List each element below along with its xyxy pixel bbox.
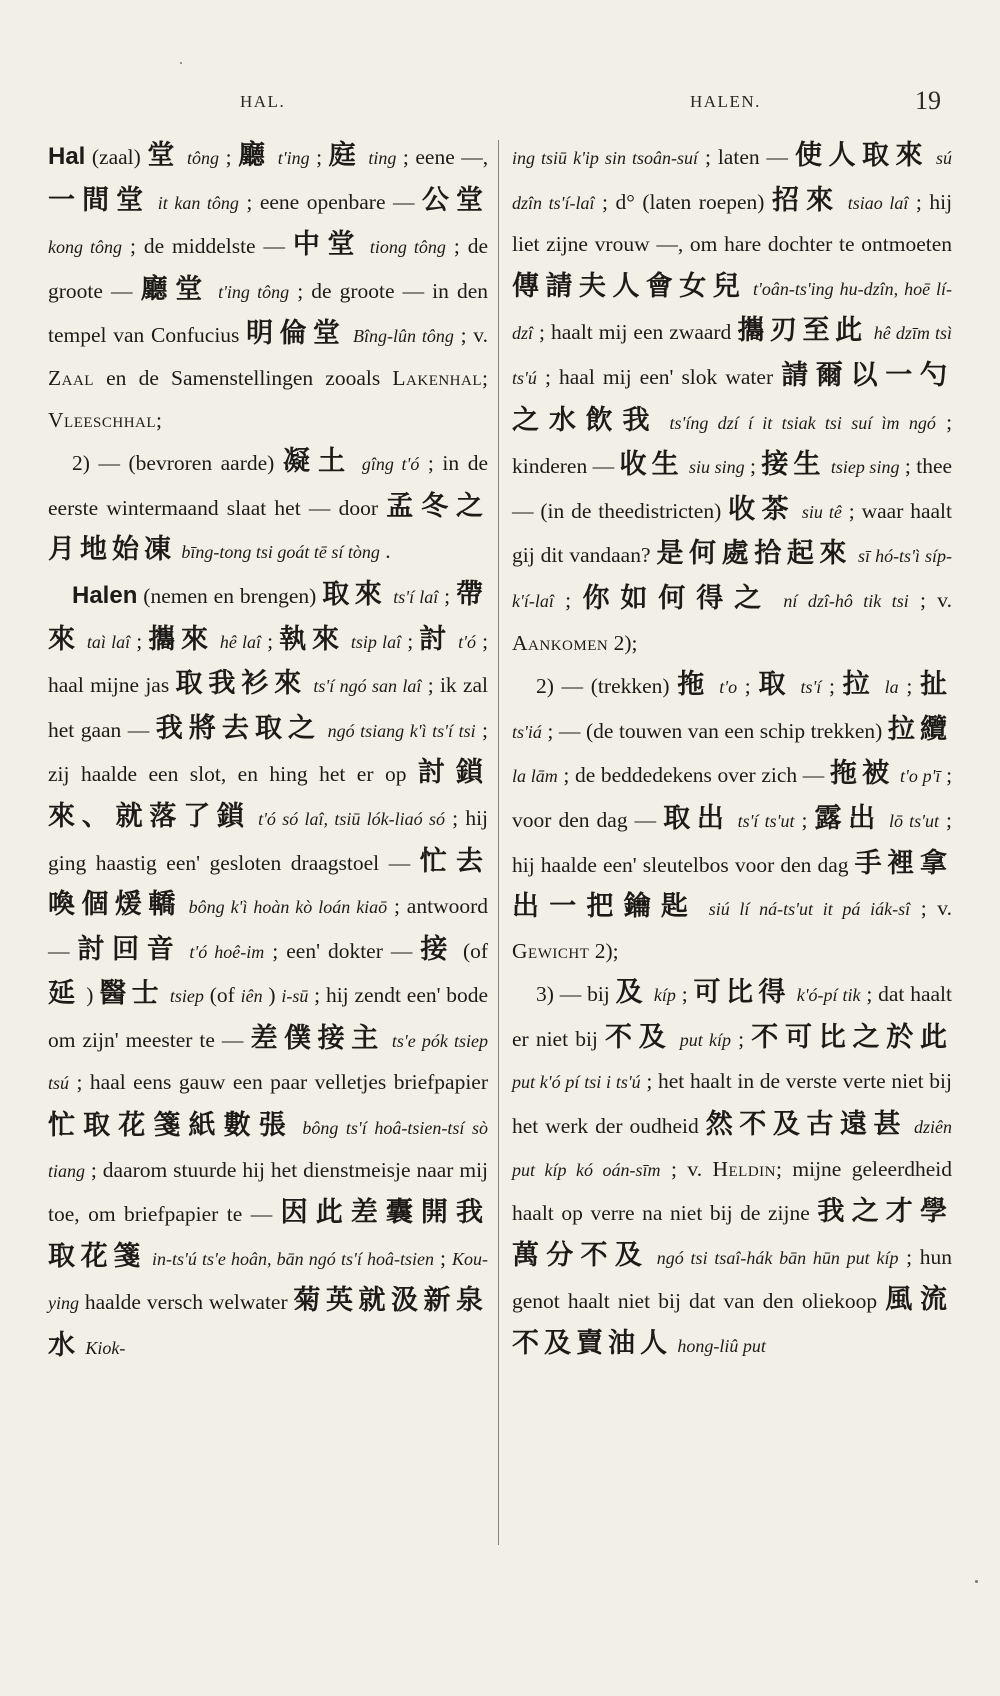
- chinese-text: 我將去取之: [155, 712, 322, 744]
- dutch-text: ;: [407, 628, 420, 653]
- chinese-text: 是何處拾起來: [656, 538, 852, 570]
- chinese-text: 差僕接主: [250, 1022, 385, 1054]
- dutch-text: ;: [156, 407, 163, 432]
- chinese-text: 不可比之於此: [751, 1021, 953, 1053]
- chinese-text: 庭: [328, 140, 362, 171]
- chinese-text: 公堂: [421, 184, 489, 216]
- dutch-text: ; antwoord —: [48, 894, 489, 963]
- chinese-text: 可比得: [693, 977, 791, 1009]
- romanization: siu sing: [689, 457, 745, 478]
- chinese-text: 接: [420, 933, 455, 965]
- romanization: bông ts'í hoâ-tsien-tsí sò tiang: [48, 1118, 489, 1181]
- dutch-text: ; de groote —: [48, 234, 488, 303]
- romanization: taì laî: [86, 631, 131, 652]
- right-paragraph: [512, 135, 952, 664]
- romanization: ts'í ngó san laî: [313, 676, 422, 697]
- chinese-text: 菊英就汲新泉水: [48, 1285, 488, 1362]
- romanization: bông k'ì hoàn kò loán kiaō: [188, 897, 388, 918]
- dutch-text: ;: [225, 145, 239, 169]
- dutch-text: ; in de eerste wintermaand slaat het — door: [48, 451, 489, 520]
- chinese-text: 你如何得之: [582, 582, 773, 614]
- dutch-text: 3) — bij: [536, 982, 616, 1007]
- left-paragraph: [48, 441, 488, 574]
- dutch-text: ; voor den dag —: [512, 763, 953, 832]
- chinese-text: 攜刃至此: [737, 315, 868, 347]
- romanization: put kíp: [679, 1029, 731, 1050]
- romanization: it kan tông: [157, 192, 239, 213]
- cross-reference: Vleeschhal: [48, 407, 157, 432]
- left-paragraph: [48, 135, 488, 441]
- romanization: ngó tsiang k'ì ts'í tsi: [327, 720, 476, 741]
- romanization: in-ts'ú ts'e hoân, bān ngó ts'í hoâ-tsien: [152, 1248, 434, 1269]
- chinese-text: 扯: [920, 669, 953, 701]
- romanization: tsip laî: [350, 631, 402, 652]
- dutch-text: (zaal): [85, 145, 148, 169]
- chinese-text: 廳: [238, 140, 272, 171]
- romanization: k'ó-pí tik: [796, 985, 861, 1006]
- dutch-text: ; haal mij een' slok water: [544, 364, 782, 389]
- dutch-text: ;: [801, 807, 815, 832]
- dutch-text: ; kinderen —: [512, 409, 953, 479]
- dutch-text: ; v.: [920, 587, 953, 612]
- page-number: 19: [915, 86, 941, 115]
- chinese-text: 堂: [147, 140, 181, 171]
- romanization: ts'iá: [512, 721, 542, 742]
- chinese-text: 風流不及賣油人: [512, 1284, 953, 1360]
- romanization: la: [884, 677, 899, 698]
- romanization: t'o: [719, 677, 738, 698]
- chinese-text: 拉纜: [887, 713, 953, 745]
- romanization: tiong tông: [369, 237, 446, 258]
- paper-speck: [975, 1580, 978, 1583]
- dutch-text: ; hij haalde een' sleutelbos voor den dag: [512, 807, 952, 877]
- chinese-text: 執來: [279, 623, 345, 655]
- romanization: hong-liû put: [677, 1336, 766, 1357]
- dutch-text: ; hij zendt een' bode om zijn' meester te —: [48, 983, 489, 1052]
- romanization: ts'e pók tsiep tsú: [48, 1030, 488, 1094]
- dutch-text: ; haal eens gauw een paar velletjes briefpapier: [76, 1070, 489, 1095]
- dutch-text: ;: [829, 674, 843, 699]
- cross-reference: Zaal: [48, 365, 94, 390]
- chinese-text: 然不及古遠甚: [705, 1109, 908, 1141]
- dutch-text: ; thee — (in de theedistricten): [512, 454, 953, 523]
- chinese-text: 一間堂: [48, 184, 151, 216]
- dutch-text: ;: [482, 365, 488, 390]
- chinese-text: 討: [419, 623, 452, 655]
- running-head-right: HALEN.: [690, 92, 761, 111]
- chinese-text: 招來: [771, 184, 841, 216]
- cross-reference: Lakenhal: [392, 365, 483, 390]
- romanization: Kou-ying: [48, 1248, 489, 1314]
- romanization: Kiok-: [85, 1338, 126, 1359]
- chinese-text: 使人取來: [794, 140, 930, 171]
- chinese-text: 醫士: [99, 978, 165, 1010]
- romanization: put k'ó pí tsi i ts'ú: [512, 1072, 641, 1093]
- chinese-text: 因此差囊開我取花箋: [48, 1197, 488, 1272]
- romanization: tsiep sing: [830, 457, 900, 478]
- dutch-text: ;: [565, 587, 583, 612]
- chinese-text: 討回音: [77, 933, 182, 965]
- chinese-text: 接生: [761, 449, 826, 481]
- romanization: gîng t'ó: [361, 454, 420, 475]
- dutch-text: ; waar haalt gij dit vandaan?: [512, 498, 953, 568]
- column-divider: [498, 140, 499, 1545]
- dutch-text: ; daarom stuurde hij het dienstmeisje naar mij toe, om briefpapier te —: [48, 1157, 489, 1227]
- dutch-text: ;: [444, 583, 457, 608]
- dutch-text: ; de groote — in den tempel van Confucius: [48, 278, 489, 348]
- dutch-text: (of: [209, 983, 241, 1008]
- romanization: t'ing tông: [218, 281, 290, 302]
- romanization: t'o p'ī: [899, 766, 941, 787]
- chinese-text: 收生: [619, 449, 684, 481]
- romanization: t'ó só laî, tsiū lók-liaó só: [258, 808, 445, 829]
- chinese-text: 中堂: [292, 229, 362, 261]
- romanization: ting: [368, 148, 397, 168]
- chinese-text: 收茶: [728, 493, 796, 525]
- romanization: sī hó-ts'ì síp-k'í-laî: [512, 546, 953, 611]
- dutch-text: ;: [267, 628, 280, 653]
- dutch-text: ; haalt mij een zwaard: [539, 320, 738, 345]
- romanization: sú dzîn ts'í-laî: [512, 148, 953, 213]
- romanization: kong tông: [48, 237, 123, 258]
- chinese-text: 取: [758, 669, 793, 701]
- dutch-text: ; dat haalt er niet bij: [512, 982, 952, 1051]
- left-column: [48, 135, 488, 1370]
- dutch-text: ; eene openbare —: [246, 189, 422, 214]
- romanization: kíp: [653, 985, 676, 1006]
- dutch-text: ; mijne geleerdheid haalt op verre na niet bij de zijne: [512, 1156, 953, 1226]
- cross-reference: Heldin: [712, 1156, 776, 1181]
- left-paragraph: [48, 574, 488, 1370]
- dutch-text: ; zij haalde een slot, en hing het er op: [48, 717, 489, 787]
- romanization: hê laî: [219, 631, 262, 652]
- headword: Halen: [72, 581, 138, 609]
- dutch-text: ;: [681, 982, 694, 1007]
- chinese-text: 傳請夫人會女兒: [512, 270, 747, 302]
- chinese-text: 拉: [842, 669, 877, 701]
- romanization: siú lí ná-ts'ut it pá iák-sî: [708, 899, 911, 920]
- right-column: [512, 135, 952, 1368]
- romanization: hê dzīm tsì ts'ú: [512, 323, 953, 388]
- chinese-text: 明倫堂: [246, 318, 347, 350]
- cross-reference: Aankomen: [512, 630, 609, 655]
- dutch-text: .: [385, 539, 391, 564]
- cross-reference: Gewicht: [512, 938, 590, 963]
- chinese-text: 討鎖來、就落了鎖: [48, 757, 488, 832]
- chinese-text: 忙去喚個煖轎: [48, 845, 488, 921]
- romanization: Bîng-lûn tông: [352, 326, 454, 347]
- dutch-text: (of: [462, 938, 489, 963]
- dutch-text: 2);: [608, 630, 638, 655]
- dutch-text: ;: [440, 1245, 453, 1270]
- chinese-text: 帶來: [48, 578, 489, 655]
- romanization: t'oân-ts'ing hu-dzîn, hoē lí-dzî: [512, 278, 953, 344]
- dutch-text: ; de beddedekens over zich —: [563, 763, 830, 788]
- romanization: ts'í: [800, 677, 822, 698]
- paper-speck: [180, 62, 182, 64]
- romanization: t'ing: [277, 148, 310, 168]
- romanization: t'ó: [458, 631, 476, 652]
- dutch-text: ;: [744, 674, 759, 699]
- romanization: ts'í laî: [393, 586, 439, 607]
- headword: Hal: [48, 143, 86, 170]
- romanization: ngó tsi tsaî-hák bān hūn put kíp: [656, 1247, 899, 1268]
- romanization: tsiep: [169, 986, 204, 1007]
- romanization: siu tê: [801, 501, 842, 522]
- dutch-text: ; eene —,: [402, 145, 489, 169]
- dutch-text: ; de middelste —: [129, 234, 293, 259]
- running-head-left: HAL.: [240, 92, 286, 111]
- chinese-text: 及: [615, 977, 649, 1009]
- chinese-text: 取來: [322, 578, 388, 610]
- chinese-text: 孟冬之月地始凍: [48, 490, 488, 566]
- right-paragraph: [512, 972, 952, 1367]
- chinese-text: 拖: [677, 669, 712, 701]
- dutch-text: ): [268, 983, 282, 1008]
- dutch-text: ; hij ging haastig een' gesloten draagstoel —: [48, 805, 489, 875]
- dutch-text: ; het haalt in de verste verte niet bij het werk der oudheid: [512, 1069, 952, 1139]
- chinese-text: 我之才學萬分不及: [512, 1196, 953, 1271]
- chinese-text: 不及: [605, 1021, 673, 1053]
- romanization: dziên put kíp kó oán-sīm: [512, 1117, 952, 1180]
- dutch-text: ;: [750, 454, 762, 479]
- romanization: ing tsiū k'ip sin tsoân-suí: [512, 148, 699, 168]
- dutch-text: ; hun genot haalt niet bij dat van den oliekoop: [512, 1244, 952, 1314]
- dutch-text: ; een' dokter —: [272, 938, 421, 963]
- dutch-text: ; v.: [920, 896, 953, 921]
- dutch-text: 2);: [589, 938, 619, 963]
- dutch-text: ;: [738, 1026, 752, 1051]
- chinese-text: 攜來: [148, 623, 214, 655]
- dutch-text: ; d° (laten roepen): [602, 189, 772, 214]
- chinese-text: 廳堂: [140, 273, 210, 305]
- romanization: ní dzî-hô tik tsi: [783, 590, 909, 611]
- dutch-text: (nemen en brengen): [137, 583, 323, 608]
- chinese-text: 取我衫來: [175, 668, 308, 700]
- dutch-text: ): [86, 983, 100, 1008]
- chinese-text: 請爾以一勺之水飲我: [512, 359, 953, 436]
- dutch-text: haalde versch welwater: [84, 1290, 294, 1315]
- chinese-text: 拖被: [829, 758, 895, 790]
- romanization: lō ts'ut: [888, 810, 939, 831]
- romanization: iên: [240, 986, 263, 1007]
- chinese-text: 忙取花箋紙數張: [48, 1110, 294, 1142]
- dutch-text: ; laten —: [704, 145, 795, 169]
- chinese-text: 延: [48, 978, 81, 1010]
- dutch-text: 2) — (bevroren aarde): [72, 451, 283, 476]
- romanization: ts'íng dzí í it tsiak tsi suí ìm ngó: [669, 412, 936, 433]
- chinese-text: 凝土: [282, 446, 354, 478]
- dutch-text: ;: [906, 674, 921, 699]
- romanization: i-sū: [281, 986, 309, 1007]
- dutch-text: ; haal mijne jas: [48, 628, 489, 698]
- romanization: bīng-tong tsi goát tē sí tòng: [181, 542, 380, 563]
- dutch-text: ; — (de touwen van een schip trekken): [547, 718, 888, 743]
- chinese-text: 露出: [814, 802, 882, 834]
- romanization: la lām: [512, 766, 558, 787]
- dutch-text: ; v.: [460, 323, 489, 348]
- dutch-text: ;: [136, 628, 149, 653]
- dutch-text: ; v.: [670, 1156, 713, 1181]
- romanization: ts'í ts'ut: [737, 810, 795, 831]
- chinese-text: 手裡拿出一把鑰匙: [512, 847, 952, 923]
- chinese-text: 取出: [663, 802, 731, 834]
- dutch-text: ;: [316, 145, 329, 169]
- dutch-text: ; ik zal het gaan —: [48, 673, 489, 742]
- dutch-text: ; hij liet zijne vrouw —, om hare dochter te ontmoeten: [512, 189, 953, 257]
- dutch-text: 2) — (trekken): [536, 674, 678, 699]
- romanization: t'ó hoê-im: [189, 941, 265, 962]
- romanization: tsiao laî: [847, 192, 909, 213]
- dutch-text: en de Samenstellingen zooals: [93, 365, 393, 390]
- right-paragraph: [512, 664, 952, 972]
- romanization: tông: [187, 148, 220, 168]
